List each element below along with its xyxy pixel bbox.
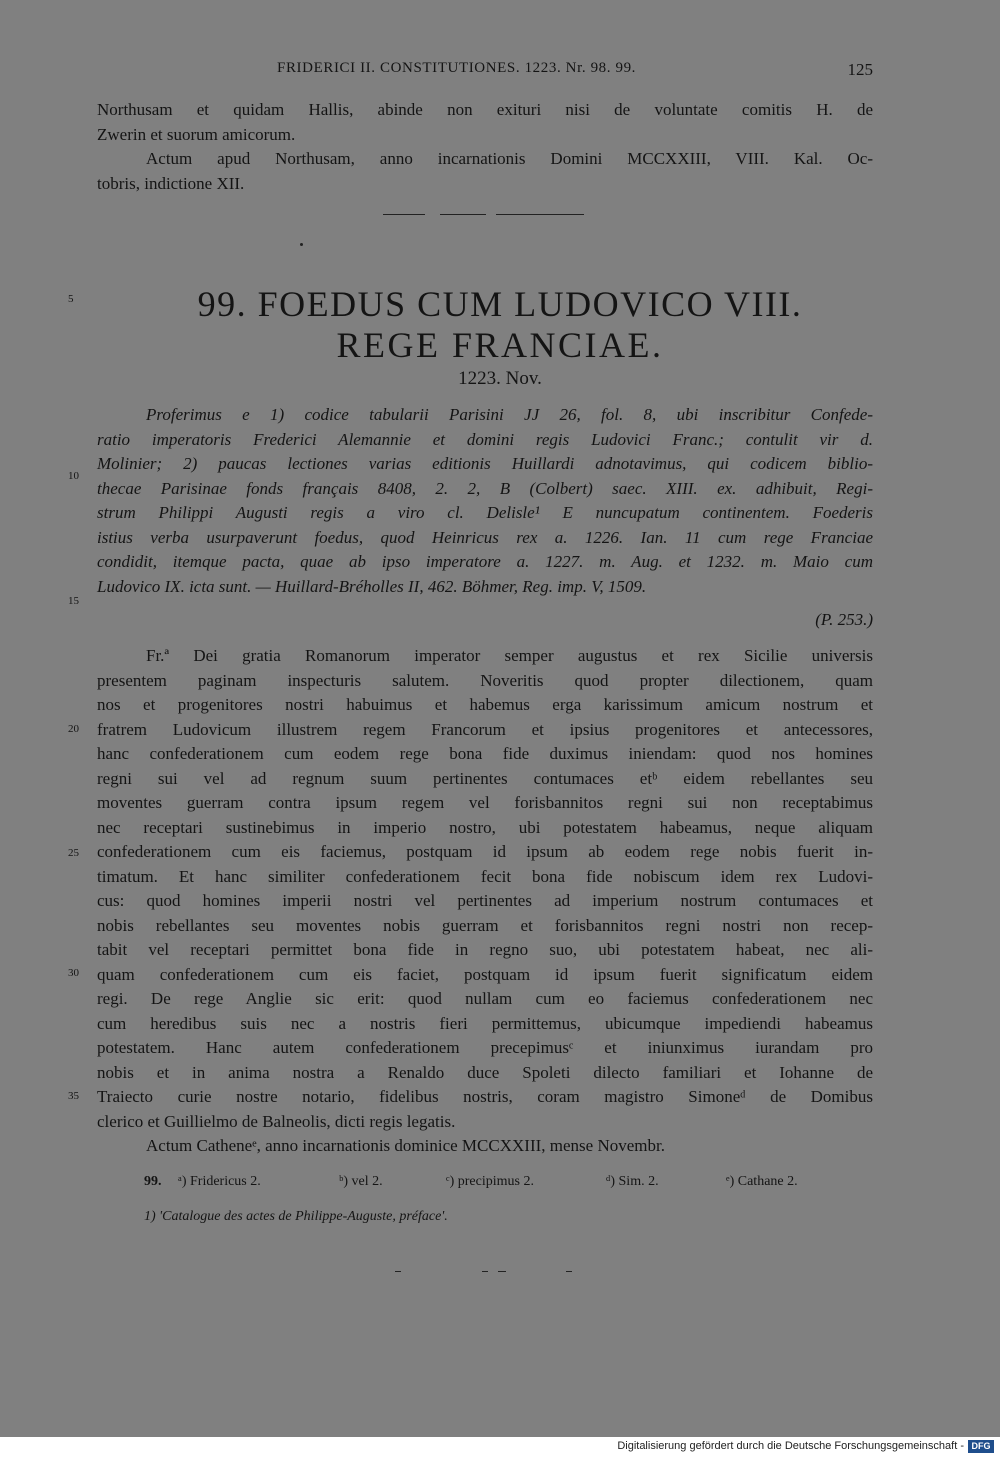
apparatus-number: 99. [144, 1174, 162, 1189]
text-line: ratio imperatoris Frederici Alemannie et domini regis Ludovici Franc.; contulit vir d. [97, 429, 873, 449]
separator-rule [496, 214, 584, 215]
text-line: Ludovico IX. icta sunt. — Huillard-Bréholles II, 462. Böhmer, Reg. imp. V, 1509. [97, 576, 647, 596]
text-line: potestatem. Hanc autem confederationem precepimusᶜ et iniunximus iurandam pro [97, 1038, 873, 1057]
text-line: nobis et in anima nostra a Renaldo duce Spoleti dilecto familiari et Iohanne de [97, 1062, 873, 1082]
text-line: cum heredibus suis nec a nostris fieri permittemus, ubicumque impediendi habeamus [97, 1013, 873, 1033]
line-number: 25 [68, 847, 79, 859]
text-line: moventes guerram contra ipsum regem vel forisbannitos regni sui non receptabimus [97, 793, 873, 812]
running-header [97, 60, 873, 82]
text-line: Actum Catheneᵉ, anno incarnationis dominice MCCXXIII, mense Novembr. [146, 1136, 665, 1155]
apparatus-note: ᵃ) Fridericus 2. [178, 1174, 261, 1189]
document-title: 99. FOEDUS CUM LUDOVICO VIII. [197, 284, 803, 324]
document-title-line2: REGE FRANCIAE. [336, 325, 664, 365]
dfg-logo: DFG [968, 1440, 994, 1453]
text-line: nos et progenitores nostri habuimus et habemus erga karissimum amicum nostrum et [97, 695, 873, 714]
apparatus-note: ᵉ) Cathane 2. [726, 1174, 798, 1189]
text-line: condidit, itemque pacta, quae ab ipso imperatore a. 1227. m. Aug. et 1232. m. Maio cum [97, 552, 873, 571]
text-line: Traiecto curie nostre notario, fidelibus nostris, coram magistro Simoneᵈ de Domibus [97, 1087, 873, 1106]
text-line: tobris, indictione XII. [97, 173, 245, 193]
speck [395, 1271, 401, 1272]
text-line: istius verba usurpaverunt foedus, quod Heinricus rex a. 1226. Ian. 11 cum rege Franciae [97, 527, 873, 547]
text-line: regi. De rege Anglie sic erit: quod nullam cum eo faciemus confederationem nec [97, 989, 873, 1008]
apparatus-note: ᶜ) precipimus 2. [446, 1174, 534, 1189]
page-number: 125 [847, 60, 873, 79]
text-line: presentem paginam inspecturis salutem. Noveritis quod propter dilectionem, quam [97, 670, 873, 690]
funding-credit: Digitalisierung gefördert durch die Deutsche Forschungsgemeinschaft - [617, 1440, 964, 1452]
text-line: Molinier; 2) paucas lectiones varias editionis Huillardi adnotavimus, qui codicem biblio- [97, 454, 873, 473]
edition-siglum: (P. 253.) [815, 610, 873, 629]
text-line: hanc confederationem cum eodem rege bona fide duximus iniendam: quod nos homines [97, 744, 873, 763]
previous-document-end [97, 98, 873, 196]
text-line: clerico et Guillielmo de Balneolis, dicti regis legatis. [97, 1111, 456, 1131]
separator-rule [440, 214, 486, 215]
line-number: 5 [68, 293, 74, 305]
funding-footer [0, 1437, 1000, 1457]
line-number: 15 [68, 595, 79, 607]
text-line: Actum apud Northusam, anno incarnationis Domini MCCXXIII, VIII. Kal. Oc- [146, 149, 873, 168]
line-number: 10 [68, 470, 79, 482]
text-line: tabit vel receptari permittet bona fide in regno suo, ubi potestatem habeat, nec ali- [97, 940, 873, 959]
text-line: nec receptari sustinebimus in imperio nostro, ubi potestatem habeamus, neque aliquam [97, 817, 873, 837]
text-line: quam confederationem cum eis faciet, postquam id ipsum fuerit significatum eidem [97, 964, 873, 984]
running-title: FRIDERICI II. CONSTITUTIONES. 1223. Nr. 98. 99. [277, 60, 637, 76]
document-text [97, 644, 873, 1159]
line-number: 35 [68, 1090, 79, 1102]
text-line: nobis rebellantes seu moventes nobis guerram et forisbannitos regni nostri non recep- [97, 915, 873, 935]
editorial-introduction [97, 403, 873, 599]
text-line: thecae Parisinae fonds français 8408, 2. 2, B (Colbert) saec. XIII. ex. adhibuit, Regi- [97, 478, 873, 498]
text-line: cus: quod homines imperii nostri vel pertinentes ad imperium nostrum contumaces et [97, 891, 873, 910]
text-line: Proferimus e 1) codice tabularii Parisini JJ 26, fol. 8, ubi inscribitur Confede- [146, 405, 873, 424]
text-line: strum Philippi Augusti regis a viro cl. Delisle¹ E nuncupatum continentem. Foederis [97, 503, 873, 522]
speck [566, 1271, 572, 1272]
document-date: 1223. Nov. [458, 368, 542, 389]
speck [498, 1271, 506, 1272]
text-line: fratrem Ludovicum illustrem regem Francorum et ipsius progenitores et antecessores, [97, 719, 873, 739]
apparatus-note: ᵇ) vel 2. [339, 1174, 383, 1189]
text-line: Zwerin et suorum amicorum. [97, 124, 296, 144]
line-number: 20 [68, 723, 79, 735]
text-line: Fr.ª Dei gratia Romanorum imperator semper augustus et rex Sicilie universis [146, 646, 873, 665]
text-line: timatum. Et hanc similiter confederationem fecit bona fide nobiscum idem rex Ludovi- [97, 866, 873, 886]
footnote: 1) 'Catalogue des actes de Philippe-Auguste, préface'. [144, 1209, 448, 1224]
text-line: regni sui vel ad regnum suum pertinentes contumaces etᵇ eidem rebellantes seu [97, 768, 873, 788]
speck [482, 1271, 488, 1272]
text-line: confederationem cum eis faciemus, postquam id ipsum ab eodem rege nobis fuerit in- [97, 842, 873, 861]
separator-rule [383, 214, 425, 215]
line-number: 30 [68, 967, 79, 979]
speck [300, 243, 303, 246]
text-line: Northusam et quidam Hallis, abinde non exituri nisi de voluntate comitis H. de [97, 100, 873, 119]
apparatus-note: ᵈ) Sim. 2. [606, 1174, 659, 1189]
